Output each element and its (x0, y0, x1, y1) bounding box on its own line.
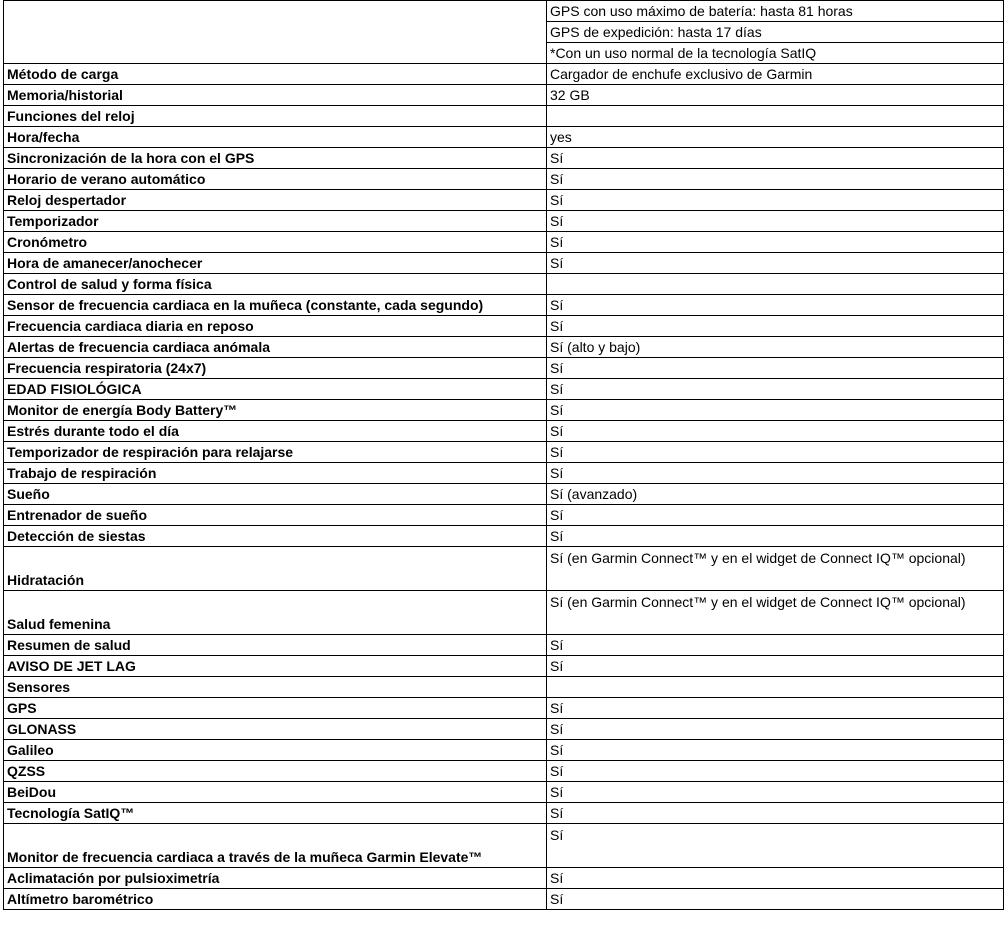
spec-value (547, 274, 1004, 295)
spec-label: Sueño (4, 484, 547, 505)
spec-label: Galileo (4, 740, 547, 761)
spec-value: Sí (en Garmin Connect™ y en el widget de Connect IQ™ opcional) (547, 547, 1004, 591)
spec-label: Monitor de energía Body Battery™ (4, 400, 547, 421)
spec-label: Salud femenina (4, 591, 547, 635)
spec-label: Sensor de frecuencia cardiaca en la muñeca (constante, cada segundo) (4, 295, 547, 316)
spec-value: Sí (547, 719, 1004, 740)
battery-gps-max-value: GPS con uso máximo de batería: hasta 81 horas (547, 1, 1004, 22)
spec-value: Sí (547, 803, 1004, 824)
spec-label: Detección de siestas (4, 526, 547, 547)
spec-value: Sí (547, 889, 1004, 910)
spec-value (547, 677, 1004, 698)
spec-value: Sí (547, 656, 1004, 677)
spec-value: Sí (547, 190, 1004, 211)
spec-label: GLONASS (4, 719, 547, 740)
battery-label-continuation (4, 1, 547, 64)
table-row (4, 635, 1004, 656)
table-row (4, 484, 1004, 505)
spec-value: Sí (547, 442, 1004, 463)
spec-label: Hidratación (4, 547, 547, 591)
spec-label: Frecuencia respiratoria (24x7) (4, 358, 547, 379)
table-row (4, 591, 1004, 635)
spec-value: Sí (547, 211, 1004, 232)
spec-label: Monitor de frecuencia cardiaca a través de la muñeca Garmin Elevate™ (4, 824, 547, 868)
table-row (4, 505, 1004, 526)
table-row (4, 719, 1004, 740)
spec-value: 32 GB (547, 85, 1004, 106)
spec-value (547, 106, 1004, 127)
table-row (4, 253, 1004, 274)
specifications-table-body (4, 1, 1004, 910)
spec-label: Método de carga (4, 64, 547, 85)
table-row (4, 400, 1004, 421)
table-row (4, 316, 1004, 337)
spec-value: yes (547, 127, 1004, 148)
battery-expedition-value: GPS de expedición: hasta 17 días (547, 22, 1004, 43)
table-row (4, 782, 1004, 803)
spec-label: BeiDou (4, 782, 547, 803)
spec-label: Control de salud y forma física (4, 274, 547, 295)
spec-label: Frecuencia cardiaca diaria en reposo (4, 316, 547, 337)
spec-label: Cronómetro (4, 232, 547, 253)
table-row (4, 211, 1004, 232)
table-row (4, 698, 1004, 719)
battery-footnote-value: *Con un uso normal de la tecnología SatIQ (547, 43, 1004, 64)
table-row (4, 127, 1004, 148)
spec-value: Sí (547, 400, 1004, 421)
spec-value: Cargador de enchufe exclusivo de Garmin (547, 64, 1004, 85)
spec-value: Sí (547, 782, 1004, 803)
spec-label: Altímetro barométrico (4, 889, 547, 910)
spec-value: Sí (547, 463, 1004, 484)
table-row (4, 148, 1004, 169)
spec-value: Sí (547, 698, 1004, 719)
spec-value: Sí (547, 148, 1004, 169)
table-row (4, 337, 1004, 358)
spec-value: Sí (547, 316, 1004, 337)
table-row (4, 85, 1004, 106)
spec-label: Entrenador de sueño (4, 505, 547, 526)
spec-label: Tecnología SatIQ™ (4, 803, 547, 824)
spec-label: Horario de verano automático (4, 169, 547, 190)
table-row (4, 274, 1004, 295)
spec-label: Estrés durante todo el día (4, 421, 547, 442)
table-row (4, 889, 1004, 910)
spec-value: Sí (547, 526, 1004, 547)
table-row (4, 824, 1004, 868)
table-row (4, 740, 1004, 761)
table-row (4, 761, 1004, 782)
spec-label: Hora/fecha (4, 127, 547, 148)
table-row (4, 442, 1004, 463)
spec-label: Temporizador (4, 211, 547, 232)
spec-value: Sí (547, 169, 1004, 190)
spec-value: Sí (547, 379, 1004, 400)
spec-value: Sí (547, 421, 1004, 442)
spec-value: Sí (547, 824, 1004, 868)
spec-label: Hora de amanecer/anochecer (4, 253, 547, 274)
spec-label: EDAD FISIOLÓGICA (4, 379, 547, 400)
spec-value: Sí (547, 232, 1004, 253)
spec-value: Sí (547, 505, 1004, 526)
spec-value: Sí (alto y bajo) (547, 337, 1004, 358)
table-row (4, 295, 1004, 316)
spec-value: Sí (547, 761, 1004, 782)
spec-label: GPS (4, 698, 547, 719)
table-row (4, 868, 1004, 889)
spec-label: QZSS (4, 761, 547, 782)
table-row (4, 358, 1004, 379)
spec-value: Sí (547, 295, 1004, 316)
table-row (4, 803, 1004, 824)
spec-value: Sí (547, 635, 1004, 656)
spec-label: Alertas de frecuencia cardiaca anómala (4, 337, 547, 358)
spec-label: Resumen de salud (4, 635, 547, 656)
table-row (4, 232, 1004, 253)
table-row (4, 64, 1004, 85)
table-row (4, 677, 1004, 698)
spec-label: AVISO DE JET LAG (4, 656, 547, 677)
table-row (4, 1, 1004, 22)
spec-label: Sensores (4, 677, 547, 698)
spec-label: Aclimatación por pulsioximetría (4, 868, 547, 889)
table-row (4, 190, 1004, 211)
table-row (4, 656, 1004, 677)
spec-value: Sí (en Garmin Connect™ y en el widget de Connect IQ™ opcional) (547, 591, 1004, 635)
specifications-table (3, 0, 1004, 910)
spec-value: Sí (547, 253, 1004, 274)
spec-label: Reloj despertador (4, 190, 547, 211)
spec-label: Trabajo de respiración (4, 463, 547, 484)
spec-label: Temporizador de respiración para relajarse (4, 442, 547, 463)
spec-label: Funciones del reloj (4, 106, 547, 127)
spec-value: Sí (547, 868, 1004, 889)
table-row (4, 526, 1004, 547)
table-row (4, 421, 1004, 442)
spec-label: Memoria/historial (4, 85, 547, 106)
spec-value: Sí (547, 358, 1004, 379)
table-row (4, 169, 1004, 190)
table-row (4, 379, 1004, 400)
table-row (4, 106, 1004, 127)
spec-value: Sí (avanzado) (547, 484, 1004, 505)
table-row (4, 547, 1004, 591)
spec-value: Sí (547, 740, 1004, 761)
spec-label: Sincronización de la hora con el GPS (4, 148, 547, 169)
table-row (4, 463, 1004, 484)
